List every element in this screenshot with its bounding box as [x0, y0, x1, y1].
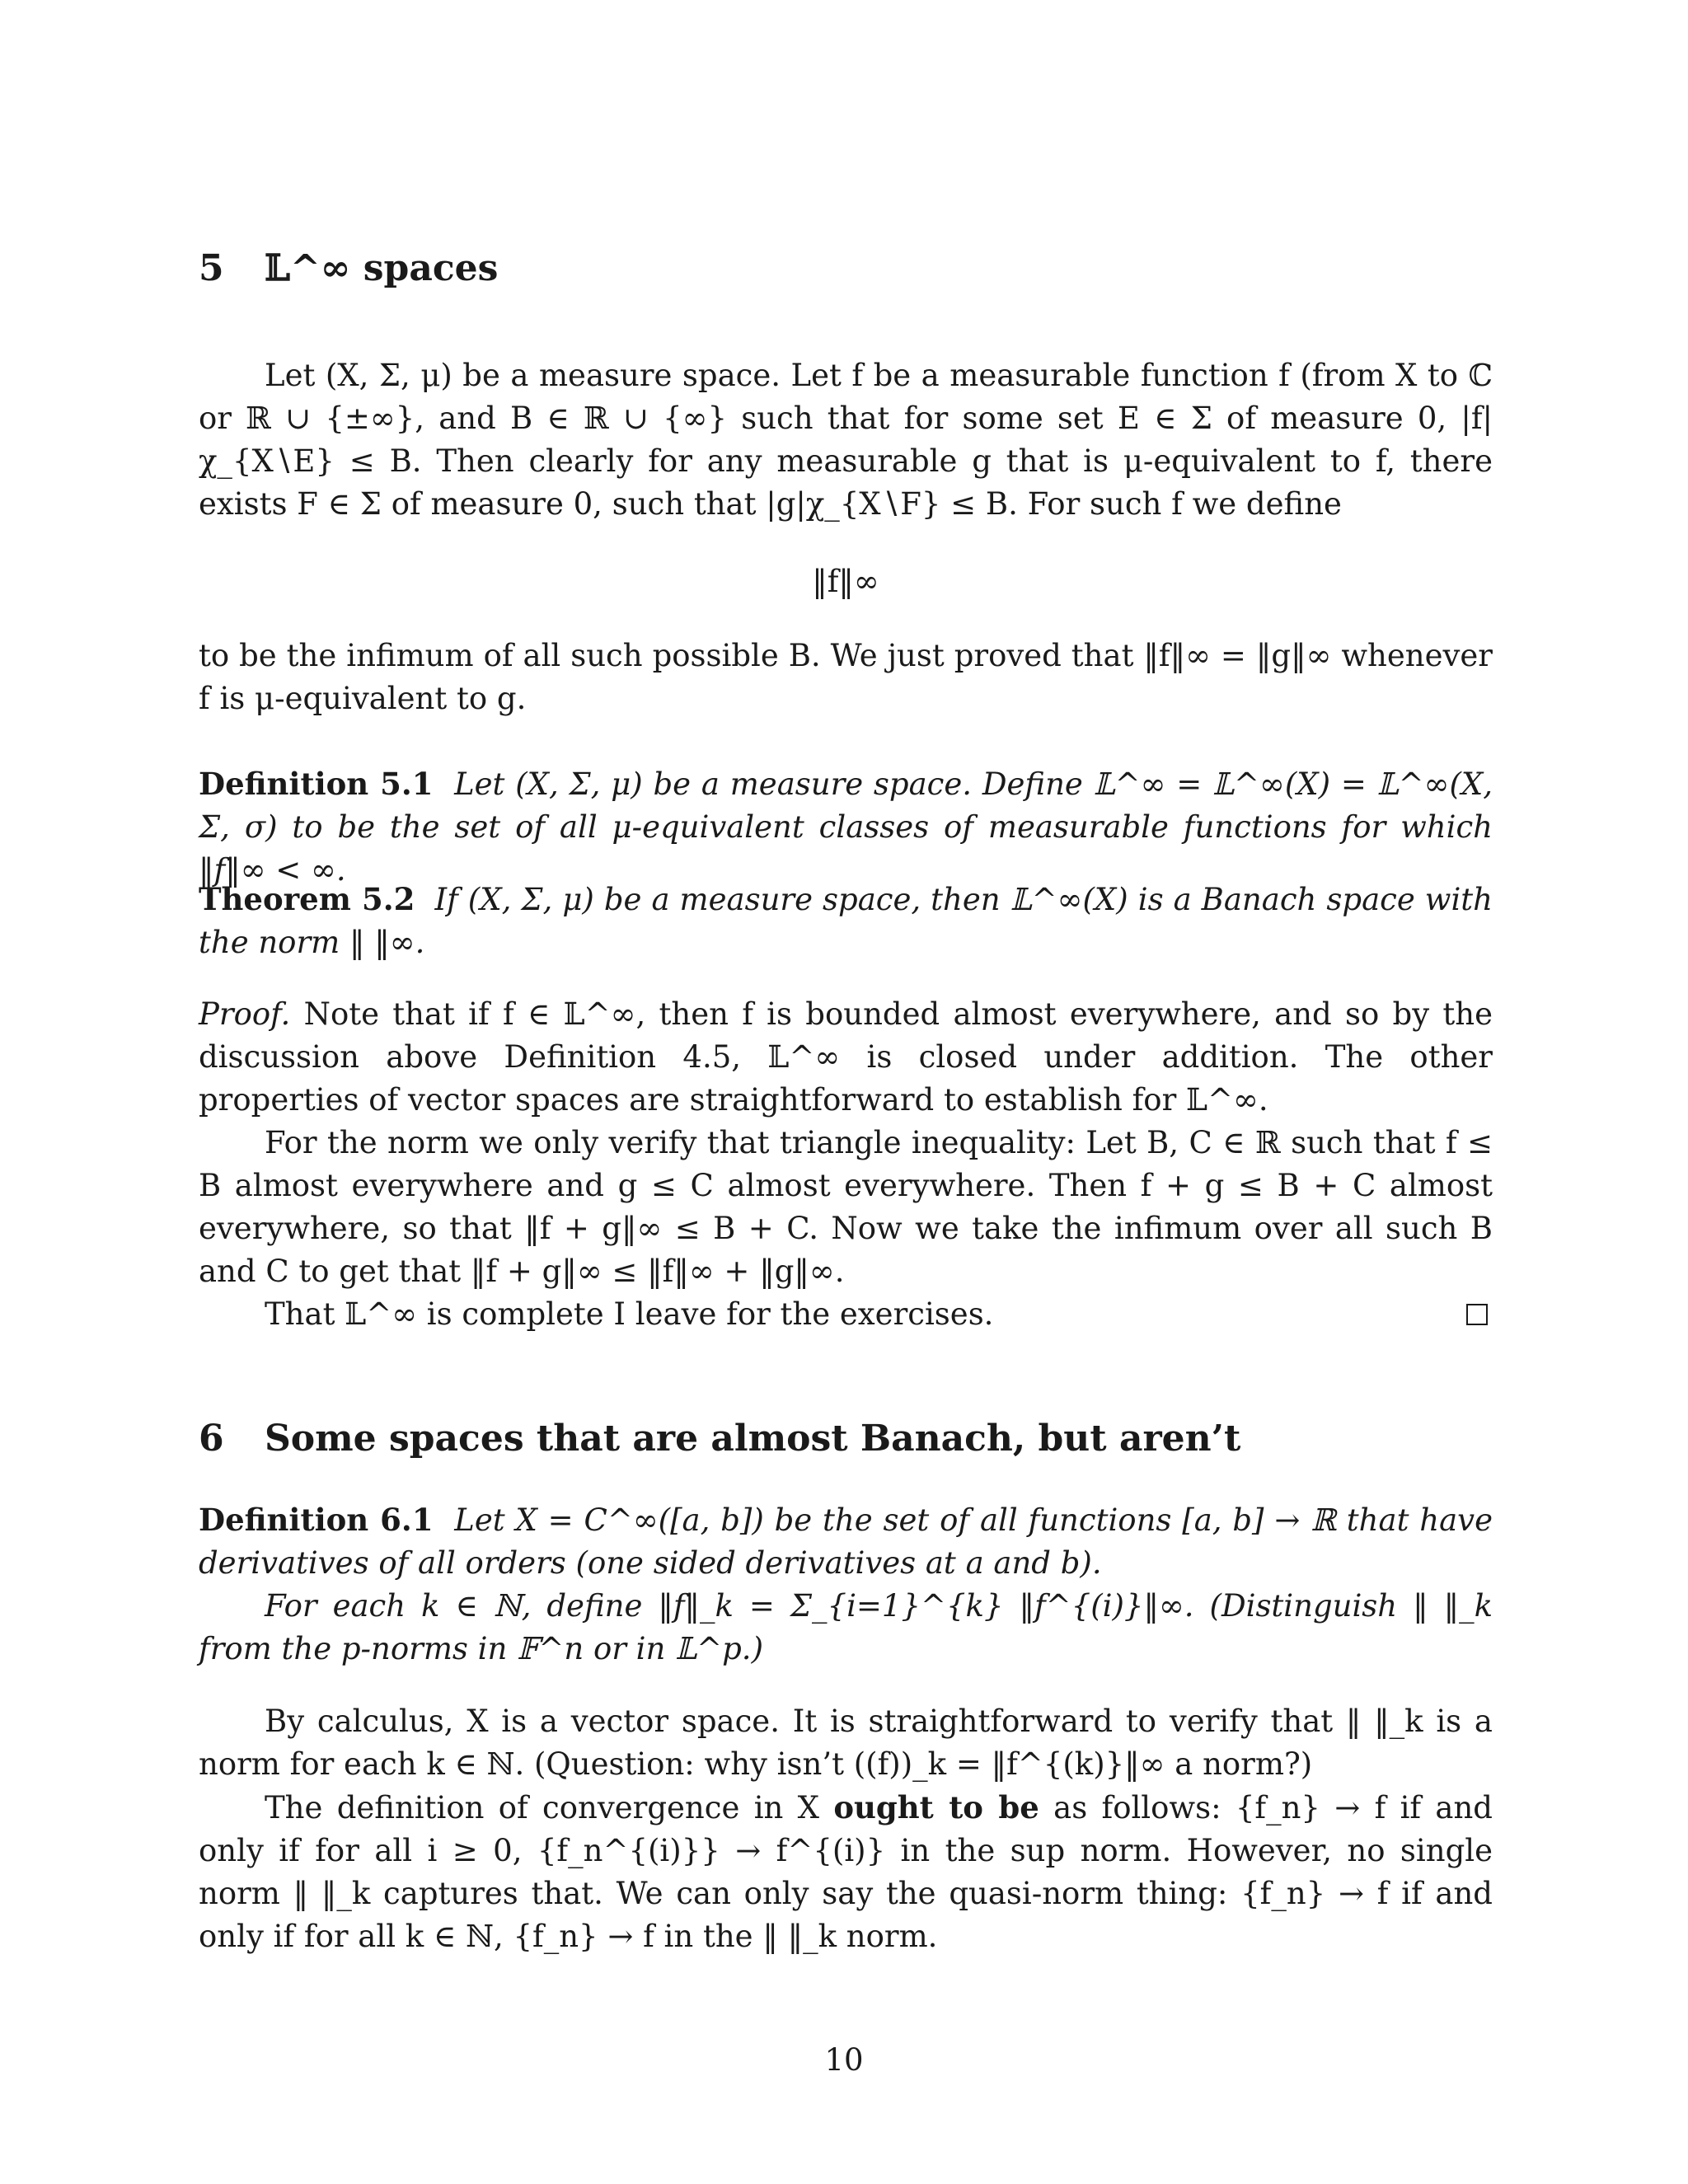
- proof-label: Proof.: [199, 996, 291, 1032]
- definition-text: Let X = C^∞([a, b]) be the set of all functions [a, b] → ℝ that have derivatives of all orders (one sided derivatives at a and b).: [199, 1502, 1493, 1581]
- emphasis-ought-to-be: ought to be: [833, 1789, 1039, 1825]
- body-paragraph-1: By calculus, X is a vector space. It is straightforward to verify that ‖ ‖_k is a norm for each k ∈ ℕ. (Question: why isn’t ((f))_k = ‖f^{(k)}‖∞ a norm?): [199, 1704, 1493, 1782]
- section-title: 𝕃^∞ spaces: [265, 247, 499, 289]
- definition-6-1: [199, 1498, 1493, 1671]
- page-number: 10: [824, 2042, 864, 2078]
- proof-paragraph-1: Note that if f ∈ 𝕃^∞, then f is bounded almost everywhere, and so by the discussion above Definition 4.5, 𝕃^∞ is closed under addition. The other properties of vector spaces are straightforward to establish for 𝕃^∞.: [199, 996, 1493, 1118]
- qed-symbol: [1466, 1304, 1488, 1325]
- body-paragraph-2-start: The definition of convergence in X: [265, 1790, 820, 1825]
- proof-paragraph-3: That 𝕃^∞ is complete I leave for the exercises.: [265, 1296, 994, 1332]
- proof-paragraph-2: For the norm we only verify that triangle inequality: Let B, C ∈ ℝ such that f ≤ B almost everywhere and g ≤ C almost everywhere. Then f + g ≤ B + C almost everywhere, so that ‖f + g‖∞ ≤ B + C. Now we take the infimum over all such B and C to get that ‖f + g‖∞ ≤ ‖f‖∞ + ‖g‖∞.: [199, 1125, 1493, 1289]
- display-equation: ‖f‖∞: [812, 564, 879, 599]
- body-paragraph-2-end: as follows: {f_n} → f if and only if for all i ≥ 0, {f_n^{(i)}} → f^{(i)} in the sup norm. However, no single norm ‖ ‖_k captures that. We can only say the quasi-norm thing: {f_n} → f if and only if for all k ∈ ℕ, {f_n} → f in the ‖ ‖_k norm.: [199, 1790, 1493, 1954]
- definition-text-2: For each k ∈ ℕ, define ‖f‖_k = Σ_{i=1}^{k} ‖f^{(i)}‖∞. (Distinguish ‖ ‖_k from the p-norms in 𝔽^n or in 𝕃^p.): [199, 1588, 1493, 1666]
- section-heading-5: [199, 247, 498, 289]
- section-number: 6: [199, 1418, 224, 1460]
- section-heading-6: [199, 1418, 1240, 1460]
- theorem-5-2: [199, 878, 1493, 964]
- theorem-label: Theorem 5.2: [199, 881, 415, 917]
- definition-5-1: [199, 762, 1493, 892]
- section-number: 5: [199, 247, 224, 289]
- theorem-text: If (X, Σ, μ) be a measure space, then 𝕃^∞(X) is a Banach space with the norm ‖ ‖∞.: [199, 882, 1493, 960]
- definition-text: Let (X, Σ, μ) be a measure space. Define 𝕃^∞ = 𝕃^∞(X) = 𝕃^∞(X, Σ, σ) to be the set of all μ-equivalent classes of measurable functions for which ‖f‖∞ < ∞.: [199, 766, 1493, 888]
- intro-block: [199, 354, 1493, 720]
- intro-paragraph: Let (X, Σ, μ) be a measure space. Let f be a measurable function f (from X to ℂ or ℝ ∪ {±∞}, and B ∈ ℝ ∪ {∞} such that for some set E ∈ Σ of measure 0, |f|χ_{X∖E} ≤ B. Then clearly for any measurable g that is μ-equivalent to f, there exists F ∈ Σ of measure 0, such that |g|χ_{X∖F} ≤ B. For such f we define: [199, 358, 1493, 522]
- definition-label: Definition 6.1: [199, 1502, 434, 1538]
- section-6-body: [199, 1700, 1493, 1958]
- proof-block: [199, 993, 1493, 1336]
- section-title: Some spaces that are almost Banach, but aren’t: [265, 1418, 1241, 1460]
- intro-paragraph-2: to be the infimum of all such possible B. We just proved that ‖f‖∞ = ‖g‖∞ whenever f is μ-equivalent to g.: [199, 638, 1493, 716]
- definition-label: Definition 5.1: [199, 766, 434, 802]
